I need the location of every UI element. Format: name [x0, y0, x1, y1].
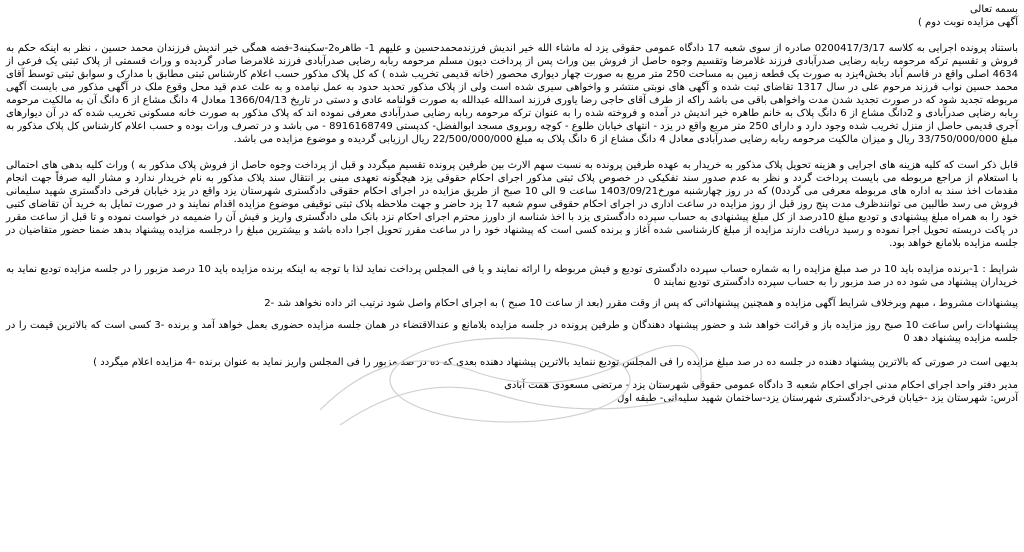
- condition-clause-4: بدیهی است در صورتی که بالاترین پیشنهاد دهنده در جلسه ده در صد مبلغ مزایده را فی المجلس تودیع ننماید بالاترین پیشنهاد دهنده بعدی که ده در صد مزبور را فی المجلس واریز نماید به عنوان برنده -4 مزایده اعلام میگردد ): [93, 357, 1018, 368]
- auction-conditions-paragraph: قابل ذکر است که کلیه هزینه های اجرایی و هزینه تحویل پلاک مذکور به خریدار به عهده طرفین پرونده به نسبت سهم الارث بین طرفین پرونده تقسیم میگردد و قبل از پرداخت وجوه حاصل از فروش پلاک مذکور به ) وراث کلیه بدهی های احتمالی با استعلام از مراجع مربوطه می بایست پرداخت گردد و نظر به عدم صدور سند تفکیکی در خصوص پلاک ثبتی مذکور اجرای احکام حقوقی یزد هیچگونه تعهدی مبنی بر انتقال سند پلاک مذکور به نام خریدار ندارد و مشار الیه صرفاً جهت انجام مقدمات اخذ سند به اداره های مربوطه معرفی می گردد0) که در روز چهارشنبه مورخ1403/09/21 ساعت 9 الی 10 صبح از طریق مزایده در اجرای احکام حقوقی دادگستری شهرستان یزد واقع در یزد خیابان فرخی دادگستری شهید سلیمانی فروش می رسد طالبین می توانندظرف مدت پنج روز قبل از روز مزایده در ساعت اداری در اجرای احکام حقوقی سوم شعبه 17 یزد حاضر و جهت ملاحظه پلاک ثبتی توقیفی موضوع مزایده اقدام نمایند و در صورت تمایل به خرید آن تقاضای کتبی خود را به همراه مبلغ پیشنهادی و تودیع مبلغ 10درصد از کل مبلغ پیشنهادی به حساب سپرده دادگستری یزد با اخذ شناسه از داورز محترم اجرای احکام نزد بانک ملی دادگستری واریز و فیش آن را ضمیمه در خواست نموده و تا قبل از ساعت مقرر در پاکت دربسته تحویل اجرا نموده و رسید دریافت دارند مزایده از مبلغ کارشناسی شده آغاز و برنده کسی است که پیشنهاد خود را در ساعت مقرر تحویل اجرا داده باشد و بیشترین مبلغ را درجلسه مزایده پیشنهاد بدهد ضمنا حضور متقاضیان در جلسه مزایده بلامانع خواهد بود.: [6, 160, 1019, 249]
- basmala-heading: بسمه تعالی: [969, 4, 1018, 15]
- notice-title: آگهی مزایده نوبت دوم ): [917, 17, 1018, 28]
- signature-officer: مدیر دفتر واحد اجرای احکام مدنی اجرای احکام شعبه 3 دادگاه عمومی حقوقی شهرستان یزد - مرتضی مسعودی همت آبادی: [504, 380, 1018, 391]
- condition-clause-3: پیشنهادات راس ساعت 10 صبح روز مزایده باز و قرائت خواهد شد و حضور پیشنهاد دهندگان و طرفین پرونده در جلسه مزایده بلامانع و عندالاقتضاء در همان جلسه مزایده حضوری بعمل خواهد آمد و برنده -3 کسی است که بالاترین قیمت را در جلسه مزایده پیشنهاد دهد 0: [6, 320, 1018, 344]
- case-body-paragraph: باستناد پرونده اجرایی به کلاسه 0200417/3/17 صادره از سوی شعبه 17 دادگاه عمومی حقوقی یزد له ماشاء الله خیر اندیش فرزندمحمدحسین و علیهم 1- طاهره2-سکینه3-فضه همگی خیر اندیش فرزندان محمد حسین ، نظر به اینکه حکم به فروش و تقسیم ترکه مرحومه ربابه رضایی صدرآبادی فرزند غلامرضا وتقسیم وجوه حاصل از فروش بین وراث پس از پرداخت دیون مسلم مرحومه ربابه رضایی صدرآبادی فرزند غلامرضا صادر گردیده و وراث قسمتی از پلاک ثبتی یک فرعی از 4634 اصلی واقع در قاسم آباد بخش4یزد به صورت یک قطعه زمین به مساحت 250 متر مربع به صورت چهار دیواری محصور (خانه قدیمی تخریب شده ) که کل پلاک مذکور حسب اعلام کارشناس ثبتی مطابق با مدارک و سوابق ثبتی توسط آقای محمد حسین نواب فرزند مرحوم علی در سال 1317 تقاضای ثبت شده و آگهی های نوبتی منتشر و واخواهی سیری شده است ولی از پلاک مذکور تحدید حدود به عمل نیامده و به علت عدم قید محل وقوع ملک در آگهی مذکور می بایست آگهی مربوطه تجدید شود که در صورت تجدید شدن مدت واخواهی باقی می باشد راکه از طرف آقای حاجی رضا یاوری فرزند اسدالله عبدالله به صورت قولنامه عادی و دستی در تاریخ 1366/04/13 معادل 4 دانگ مشاع از 6 دانگ آن به مالکیت مرحومه ربابه رضایی صدرآبادی و 2دانگ مشاع از 6 دانگ پلاک به خانم طاهره خیر اندیش در آمده و فروخته شده را به عنوان ترکه مرحومه ربابه رضایی صدرآبادی معرفی نموده اند که پلاک مذکور به صورت خانه مسکونی تخریب شده که در آن دیوارهای آجری قدیمی حاصل از منزل تخریب شده وجود دارد و دارای 250 متر مربع واقع در یزد - انتهای خیابان طلوع - کوچه روبروی مسجد ابوالفضل- کدپستی 8916168749 - می باشد و در تصرف وراث بوده و حسب اعلام کارشناس کل پلاک مذکور به مبلغ 33/750/000/000 ریال و میزان مالکیت مرحومه ربابه رضایی صدرآبادی معادل 4 دانگ مشاع از 6 دانگ پلاک به مبلغ 22/500/000/000 ریال ارزیابی گردیده و موضوع مزایده می باشد.: [6, 43, 1019, 145]
- signature-block: [6, 379, 1018, 405]
- condition-clause-1: شرایط : 1-برنده مزایده باید 10 در صد مبلغ مزایده را به شماره حساب سپرده دادگستری تودیع و فیش مربوطه را ارائه نمایند و یا فی المجلس پرداخت نماید لذا با توجه به اینکه برنده مزایده باید 10 درصد مزبور را در جلسه مزایده تودیع نماید به خریداران پیشنهاد می شود ده در صد مزبور را به حساب سپرده دادگستری تودیع نمایند 0: [6, 264, 1019, 288]
- signature-address: آدرس: شهرستان یزد -خیابان فرخی-دادگستری شهرستان یزد-ساختمان شهید سلیمانی- طبقه اول: [617, 393, 1018, 404]
- condition-clause-2: پیشنهادات مشروط ، مبهم وبرخلاف شرایط آگهی مزایده و همچنین پیشنهاداتی که پس از وقت مقرر (بعد از ساعت 10 صبح ) به اجرای احکام واصل شود ترتیب اثر داده نخواهد شد -2: [264, 298, 1018, 309]
